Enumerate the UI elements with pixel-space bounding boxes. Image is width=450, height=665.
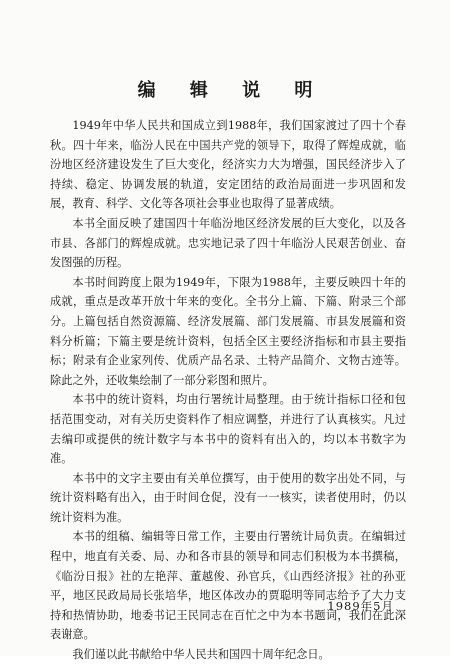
page-title: 编 辑 说 明 (137, 80, 327, 101)
paragraph: 我们谨以此书献给中华人民共和国四十周年纪念日。 (72, 648, 330, 662)
paragraph: 本书时间跨度上限为1949年，下限为1988年，主要反映四十年的成就，重点是改革开放十年来的变化。全书分上篇、下篇、附录三个部分。上篇包括自然资源篇、经济发展篇、部门发展篇、市县发展篇和资料分析篇；下篇主要是统计资料，包括全区主要经济指标和市县主要指标；附录有企业家列传、优质产品名录、土特产品简介、文物古迹等。除此之外，还收集绘制了一部分彩图和照片。 (50, 275, 406, 387)
paragraph: 本书全面反映了建国四十年临汾地区经济发展的巨大变化，以及各市县、各部门的辉煌成就。忠实地记录了四十年临汾人民艰苦创业、奋发图强的历程。 (50, 216, 406, 270)
paragraph: 1949年中华人民共和国成立到1988年，我们国家渡过了四十个春秋。四十年来，临汾人民在中国共产党的领导下，取得了辉煌成就，临汾地区经济建设发生了巨大变化，经济实力大为增强，国民经济步入了持续、稳定、协调发展的轨道，安定团结的政治局面进一步巩固和发展，教育、科学、文化等各项社会事业也取得了显著成绩。 (50, 119, 406, 211)
paragraph: 本书中的文字主要由有关单位撰写，由于使用的数字出处不同，与统计资料略有出入，由于时间仓促，没有一一核实，读者使用时，仍以统计资料为准。 (50, 471, 406, 524)
paragraph: 本书的组稿、编辑等日常工作，主要由行署统计局负责。在编辑过程中，地直有关委、局、办和各市县的领导和同志们积极为本书撰稿，《临汾日报》社的左艳萍、董越俊、孙官兵，《山西经济报》社的孙亚平，地区民政局局长张培华，地区体改办的贾聪明等同志给予了大力支持和热情协助，地委书记王民同志在百忙之中为本书题词，我们在此深表谢意。 (50, 530, 406, 642)
body-text (50, 116, 406, 665)
paragraph: 本书中的统计资料，均由行署统计局整理。由于统计指标口径和包括范围变动，对有关历史资料作了相应调整，并进行了认真核实。凡过去编印或提供的统计数字与本书中的资料有出入的，均以本书数字为准。 (50, 393, 406, 466)
date-signature: 1989年5月 (327, 599, 394, 613)
